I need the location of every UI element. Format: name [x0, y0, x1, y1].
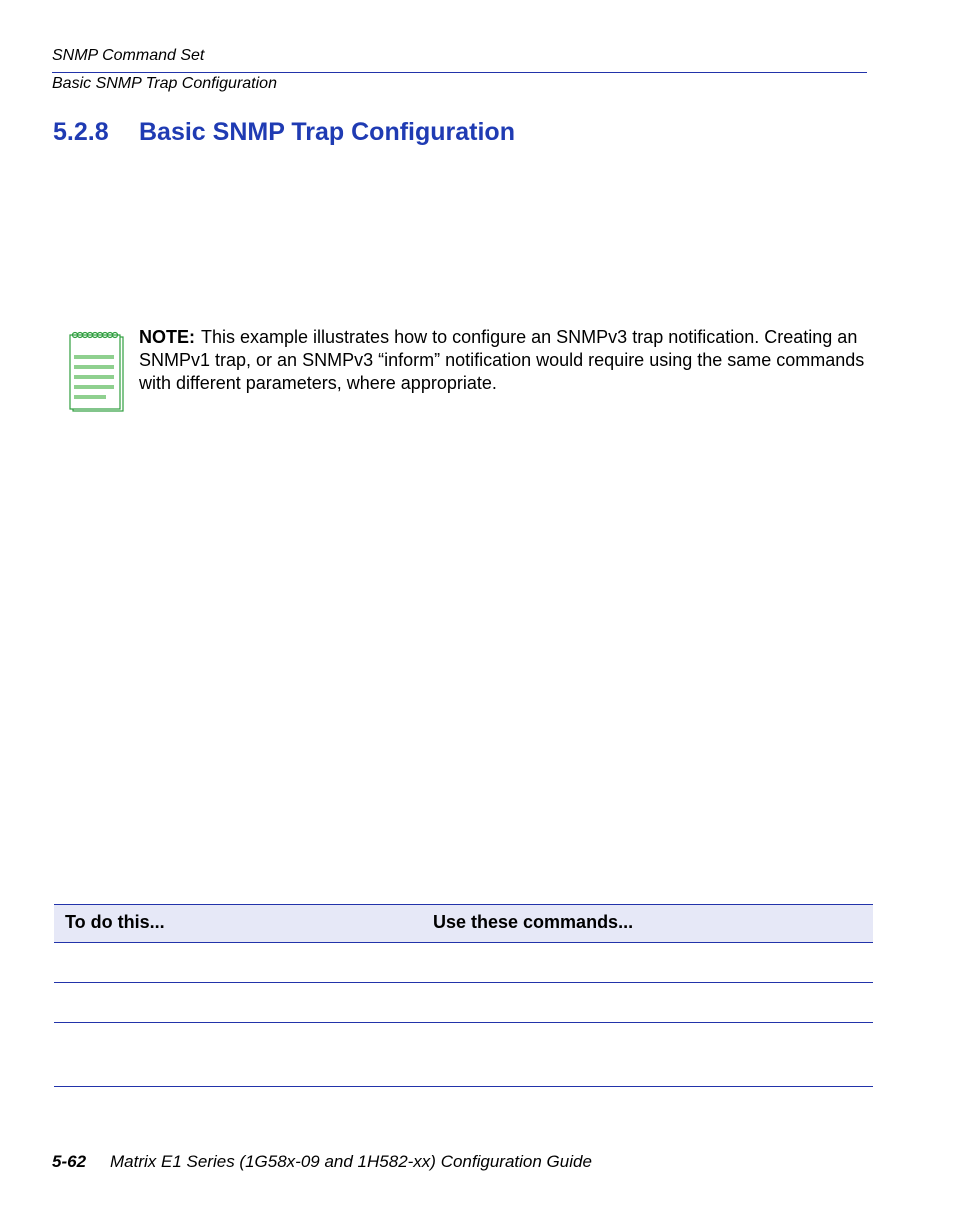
page-footer — [52, 1152, 592, 1172]
table-row — [54, 1023, 873, 1087]
table-row — [54, 983, 873, 1023]
running-header-section: Basic SNMP Trap Configuration — [52, 75, 277, 92]
notepad-icon — [68, 328, 126, 414]
section-title: Basic SNMP Trap Configuration — [139, 118, 515, 146]
note-label: NOTE: — [139, 327, 195, 347]
table-header-task: To do this... — [65, 912, 165, 932]
note-paragraph — [139, 326, 874, 395]
section-number: 5.2.8 — [53, 118, 109, 146]
table-header-row — [54, 904, 873, 943]
note-body: This example illustrates how to configure an SNMPv3 trap notification. Creating an SNMPv1 trap, or an SNMPv3 “inform” notification would require using the same commands with different parameters, where appropriate. — [139, 327, 865, 393]
running-header-chapter: SNMP Command Set — [52, 47, 205, 64]
header-rule — [52, 72, 867, 73]
section-heading — [53, 118, 515, 147]
footer-title: Matrix E1 Series (1G58x-09 and 1H582-xx) Configuration Guide — [110, 1152, 592, 1171]
command-table — [54, 904, 873, 1087]
table-row — [54, 943, 873, 983]
table-header-commands: Use these commands... — [433, 912, 634, 932]
page-number: 5-62 — [52, 1152, 87, 1171]
